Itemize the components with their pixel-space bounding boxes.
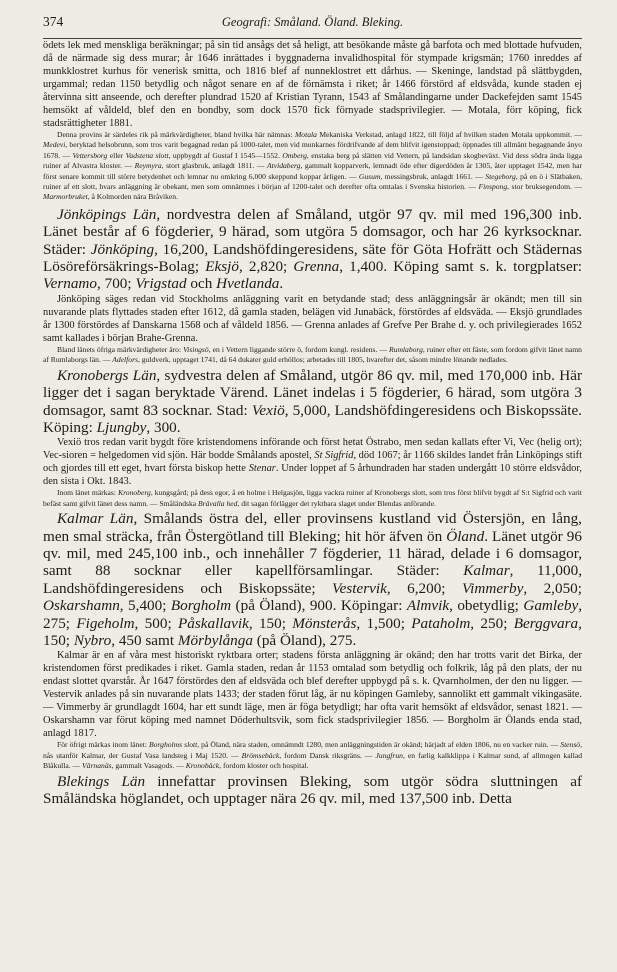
text-run: , stort glasbruk, anlagdt 1811. —: [161, 161, 267, 171]
text-run: , beryktad helsobrunn, som tros varit begagnad redan på 1000-talet, men vid munkarnes fördrifvande af dem blifvit igenstoppad; öppnades till allmänt begagnande ånyo 1678. —: [43, 140, 582, 160]
text-run: , 2,050;: [523, 579, 582, 597]
text-run: , stor bruksegendom. —: [507, 182, 583, 192]
text-run: Medevi: [43, 140, 66, 150]
text-run: Jungfrun: [375, 750, 403, 760]
text-run: Värnanäs: [82, 761, 112, 771]
text-run: , 700;: [97, 275, 136, 293]
text-run: , 450 samt: [111, 631, 178, 649]
text-run: Jönköpings Län: [57, 205, 157, 223]
text-run: , enstaka berg på slätten vid Vettern, på landsidan skogbeväxt. Vid dess södra ända ligga ruiner af Alvastra kloster. —: [43, 150, 582, 171]
text-run: Kalmar: [463, 562, 510, 580]
text-run: och: [186, 275, 217, 293]
text-run: Brävalla hed: [198, 498, 238, 508]
text-run: , guldverk, upptaget 1741, då 64 dukater guld erhöllos; arbetades till 1805, hvarefter det, såsom mindre lönande nedlades.: [137, 355, 508, 365]
text-run: Påskallavik: [177, 614, 249, 632]
paragraph-p9: [43, 510, 582, 649]
text-run: . Under loppet af 5 århundraden har staden undergått 10 större eldsvådor, den sista i Okt. 1843.: [43, 463, 583, 488]
text-run: Mönsterås: [292, 614, 357, 632]
paragraph-p11: [43, 740, 582, 771]
text-run: Nybro: [73, 631, 112, 649]
text-run: , 16,200, Landshöfdingeresidens, säte för Göta Hofrätt och Städernas Lösöreförsäkrings-Bolag;: [43, 240, 582, 276]
text-run: innefattar provinsen Bleking, som utgör södra sluttningen af Småländska höglandet, och upptager nära 26 qv. mil, med 137,500 inb. Detta: [43, 772, 582, 807]
text-run: Reymyra: [134, 161, 162, 171]
text-run: Vestervik: [332, 579, 387, 597]
text-run: St Sigfrid: [314, 450, 354, 462]
paragraph-p6: [43, 367, 582, 437]
text-run: , 1,500;: [356, 614, 412, 632]
text-run: Stensö: [560, 740, 581, 750]
text-run: eller: [107, 150, 126, 160]
text-run: Mekaniska Verkstad, anlagd 1822, till följd af hvilken staden Motala uppkommit. —: [316, 130, 582, 139]
text-run: Vadstena slott: [125, 150, 169, 160]
text-run: , gammalt kopparverk, lemnadt öde efter digerdöden år 1305, åter upptaget 1542, men har först senare kommit till större betydenhet och lemnar nu omkring 6,000 skeppund koppar årligen. —: [43, 161, 582, 181]
text-run: Atvidaberg: [266, 161, 301, 171]
text-run: , 5,000, Landshöfdingeresidens och Biskopssäte. Köping:: [43, 401, 582, 436]
text-run: Mörbylånga: [177, 631, 253, 649]
text-run: , på en ö i Slätbaken, ruiner af ett slott, hvars anläggning är obekant, men som omnämnes i början af 1200-talet och derefter ofta omtalas i Svenska historien. —: [43, 171, 582, 192]
text-run: , 11,000, Landshöfdingeresidens och Biskopssäte;: [43, 562, 583, 597]
text-run: Stegeborg: [485, 171, 516, 181]
text-run: Vrigstad: [135, 275, 187, 293]
text-run: ödets lek med menskliga beräkningar; på sin tid ansågs det så heligt, att besökande måste gå barfota och med blottade hufvuden, då de närmade sig dess murar; år 1646 inrättades i byggnaderna invalidhospital för stympade krigsmän; 1760 inreddes af munkklostret kurhus för venerisk smitta, och 1816 blef af nunneklostret ett dårhus. — Skeninge, landstad på slättbygden, urgammal; redan 1150 betydlig och något senare en af de förnämsta i riket; år 1466 förstörd af eldsvåda, kunde staden ej återvinna sitt anseende, och derefter plundrad 1520 af Kristian Tyrann, 1543 af Smålandingarne under Dackefejden samt 1545 hemsökt af våldeld, blef den en bondby, som dock 1570 fick förnyade stadsprivilegier. — Motala, förr köping, fick stadsrättigheter 1881.: [43, 40, 582, 129]
text-run: , fordom kloster och hospital.: [219, 761, 309, 771]
text-run: , gammalt Vasagods. —: [111, 761, 186, 771]
text-run: , 300.: [146, 418, 181, 436]
text-run: , messingsbruk, anlagdt 1661. —: [380, 171, 486, 181]
text-run: , sydvestra delen af Småland, utgör 86 qv. mil, med 170,000 inb. Här ligger det i sagan beryktade Värend. Länet indelas i 5 fögderier, 6 härad, som utgöra 3 domsagor, samt 83 socknar. Stad:: [43, 366, 583, 419]
text-run: , död 1067; år 1166 skildes landet från Linköpings stift och gjordes till ett eget, hvart första biskop hette: [43, 450, 582, 475]
text-run: Vexiö tros redan varit bygdt före kristendomens införande och först hetat Östrabo, men sedan kallats efter Vi, Vec (helig ort); Vec-sioren = helgedomen vid sjön. Här bodde Smålands apostel,: [43, 437, 582, 462]
paragraph-p12: [43, 773, 582, 808]
text-run: (på Öland), 900. Köpingar:: [231, 597, 407, 615]
text-run: Vettersborg: [72, 150, 108, 160]
text-run: Finspong: [478, 182, 508, 192]
text-run: , 1,400. Köping samt s. k. torgplatser:: [339, 258, 582, 276]
text-run: Gusum: [358, 171, 381, 181]
text-run: Jönköping: [90, 240, 155, 258]
text-run: , 250;: [470, 614, 514, 632]
text-run: Borgholms slott: [149, 740, 198, 750]
text-run: Visingsö: [183, 344, 209, 354]
text-run: Kronoberg: [118, 488, 151, 498]
text-run: , 6,200;: [386, 579, 463, 597]
text-run: , 150;: [43, 614, 582, 649]
text-run: Hvetlanda: [216, 275, 280, 293]
text-run: . Länet utgör 96 qv. mil, med 245,100 inb., och innehåller 7 fögderier, 11 härad, delade i 6 domsagor, samt 88 socknar eller kapellförsamlingar. Städer:: [43, 527, 582, 580]
text-run: Ljungby: [96, 418, 147, 436]
text-run: Motala: [294, 130, 317, 139]
text-run: , fordom Dansk riksgräns. —: [279, 750, 376, 760]
paragraph-p1: [43, 39, 582, 130]
text-run: Berggvara: [513, 614, 579, 632]
text-run: Stenar: [248, 463, 276, 475]
text-run: Grenna: [293, 258, 340, 276]
text-run: Denna provins är särdeles rik på märkvärdigheter, bland hvilka här nämnas:: [57, 130, 295, 139]
text-run: , 150;: [248, 614, 293, 632]
text-run: Rumlaborg: [389, 344, 423, 354]
paragraph-p10: [43, 649, 582, 740]
text-run: , nås utanför Kalmar, der Gustaf Vasa landsteg i Maj 1520. —: [43, 740, 582, 760]
page-body: [43, 39, 582, 807]
text-run: Almvik: [406, 597, 450, 615]
text-run: Jönköping säges redan vid Stockholms anläggning varit en betydande stad; dess anläggningsår är okändt; men till sin nuvarande plats flyttades staden efter 1612, då gamla staden, belägen vid Junabäck, förstördes af eldsväda. — Eksjö grundlades år 1300 förstördes af Danskarna 1568 och af våldeld 1856. — Grenna anlades af Grefve Per Brahe d. y. och privilegierades 1652 samt kallades i början Brahe-Grenna.: [43, 293, 582, 344]
text-run: Borgholm: [170, 597, 232, 615]
text-run: Öland: [446, 527, 485, 545]
text-run: Blekings Län: [57, 772, 146, 790]
text-run: Vimmerby: [462, 579, 524, 597]
text-run: (på Öland), 275.: [252, 631, 357, 649]
text-run: , obetydlig;: [449, 597, 524, 615]
paragraph-p4: [43, 293, 582, 345]
text-run: Inom länet märkas:: [57, 488, 119, 498]
paragraph-p8: [43, 488, 582, 509]
text-run: Kronobäck: [185, 761, 220, 771]
text-run: Omberg: [282, 150, 307, 160]
text-run: , 2,820;: [238, 258, 294, 276]
text-run: Gamleby: [523, 597, 579, 615]
page-number: 374: [43, 14, 64, 29]
text-run: , å Kolmorden nära Bråviken.: [87, 192, 178, 202]
text-run: , Smålands östra del, eller provinsens kustland vid Östersjön, en lång, men smal sträcka, från Östergötland till Bleking; hit hör äfven ön: [43, 510, 582, 545]
page-header: [43, 0, 582, 39]
text-run: Kalmar är en af våra mest historiskt ryktbara orter; stadens första anläggning är okänd; den har trotts varit det Birka, der kristendomen först predikades i riket. Gamla staden, redan år 1153 omtalad som betydlig och folkrik, låg på den plats, der nu endast slottet qvarstår. År 1647 förstördes den af eldsväda och blef derefter uppbygd på s. k. Qvarnholmen, der den nu ligger. — Vestervik anlades på sin nuvarande plats 1433; der staden förut låg, är nu köpingen Gamleby, sannolikt ett gammalt vikingasäte. — Vimmerby är grundlagdt 1604, har ett sundt läge, men är föga betydligt; har ofta varit hemsökt af eldsvådor, senast 1821. — Oskarshamn var förut köping med namnet Döderhultsvik, som fick stadsprivilegier 1856. — Borgholm är Ölands enda stad, anlagd 1817.: [43, 650, 582, 740]
text-run: Figeholm: [76, 614, 135, 632]
text-run: , ruiner efter ett fäste, som fordom gifvit länet namn af Rumlaborgs län. —: [43, 344, 582, 365]
running-title: Geografi: Småland. Öland. Bleking.: [221, 15, 404, 29]
text-run: , dit sagan förlägger det ryktbara slaget under Blendas anförande.: [237, 498, 436, 508]
text-run: Kalmar Län: [57, 510, 134, 528]
text-run: , kungsgård; på dess egor, å en holme i Helgasjön, ligga vackra ruiner af Kronobergs slott, som tros först blifvit bygdt af S:t Sigfrid och varit befäst samt gifvit länet dess namn. — Småländska: [43, 488, 582, 508]
text-run: , uppbygdt af Gustaf I 1545—1552.: [168, 150, 283, 160]
text-run: Vernamo: [43, 275, 97, 293]
text-run: Oskarshamn: [43, 597, 120, 615]
text-run: , en i Vettern liggande större ö, fordom kungl. residens. —: [208, 344, 390, 354]
text-run: , 500;: [134, 614, 178, 632]
paragraph-p3: [43, 206, 582, 293]
text-run: Brömsebäck: [241, 750, 280, 760]
text-run: Vexiö: [251, 401, 285, 419]
text-run: .: [279, 275, 284, 293]
text-run: , 5,400;: [119, 597, 171, 615]
text-run: För öfrigt märkas inom länet:: [57, 740, 150, 750]
text-run: Pataholm: [411, 614, 471, 632]
paragraph-p2: [43, 130, 582, 203]
text-run: , 275;: [43, 597, 582, 632]
paragraph-p7: [43, 436, 582, 488]
text-run: Bland länets öfriga märkvärdigheter äro:: [57, 344, 184, 354]
text-run: Marmorbruket: [43, 192, 88, 202]
text-run: , en farlig kalkklippa i Kalmar sund, af allmogen kallad Blåkulla. —: [43, 750, 582, 771]
text-run: Kronobergs Län: [57, 366, 157, 384]
text-run: Eksjö: [205, 258, 239, 276]
text-run: Adelfors: [112, 355, 138, 365]
text-run: , nordvestra delen af Småland, utgör 97 qv. mil med 196,300 inb. Länet består af 6 fögderier, 9 härad, som utgöra 5 domsagor, och har 26 kyrksocknar. Städer:: [43, 205, 582, 258]
paragraph-p5: [43, 345, 582, 366]
text-run: , på Öland, nära staden, omnämndt 1280, men anläggningstiden är okänd; härjadt af elden 1806, nu en vacker ruin. —: [197, 740, 561, 750]
